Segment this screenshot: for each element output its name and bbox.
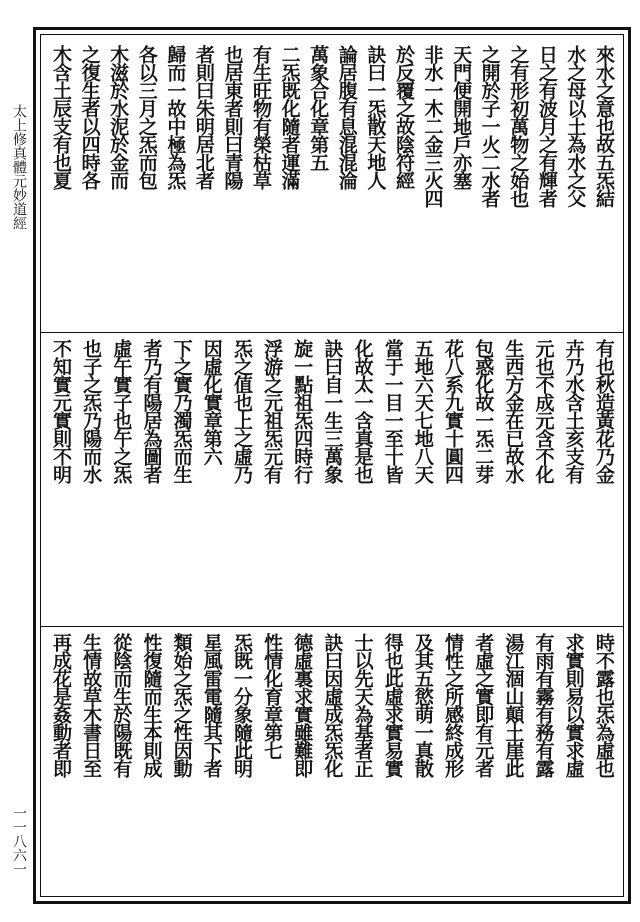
text-column: 湯江涸山顛土崖此 (502, 633, 525, 777)
register-divider (41, 626, 623, 627)
text-column: 炁之值也上之虛乃 (230, 339, 253, 483)
frame-inner-border (40, 34, 624, 897)
text-column: 花八系九實十圓四 (442, 339, 465, 483)
register-middle (41, 339, 623, 621)
text-column: 元也不成元含不化 (532, 339, 555, 483)
text-column: 浮游之元祖炁元有 (261, 339, 284, 483)
text-frame (33, 27, 631, 904)
text-column: 下之實乃濁炁而生 (170, 339, 193, 483)
text-column: 非水一木二金三火四 (421, 45, 444, 207)
text-column: 也居東者則曰青陽 (221, 45, 244, 189)
text-column: 訣曰一炁散天地人 (364, 45, 387, 189)
text-column: 來水之意也故五炁結 (592, 45, 615, 207)
text-column: 者乃有陽居為圖者 (140, 339, 163, 483)
text-column: 從陰而生於陽既有 (110, 633, 133, 777)
text-column: 之有形初萬物之始也 (507, 45, 530, 207)
text-column: 卉乃水含土亥支有 (562, 339, 585, 483)
book-title-margin: 太上修真體元妙道經 (11, 104, 27, 230)
text-column: 虛午實子也午之炁 (110, 339, 133, 483)
text-column: 五地六天七地八天 (411, 339, 434, 483)
text-column: 天門便開地戶亦塞 (450, 45, 473, 189)
register-divider (41, 332, 623, 333)
text-column: 因虛化實章第六 (200, 339, 223, 465)
text-column: 旋一點祖炁四時行 (291, 339, 314, 483)
text-column: 生情故草木書日至 (80, 633, 103, 777)
text-column: 情性之所感終成形 (442, 633, 465, 777)
register-bottom (41, 633, 623, 891)
text-column: 性復隨而生本則成 (140, 633, 163, 777)
text-column: 歸而一故中極為炁 (164, 45, 187, 189)
text-column: 及其五慾萌一真散 (411, 633, 434, 777)
text-column: 之復生者以四時各 (78, 45, 101, 189)
text-column: 有雨有霧有務有露 (532, 633, 555, 777)
text-column: 二炁既化隨者運滿 (278, 45, 301, 189)
text-column: 類始之炁之性因動 (170, 633, 193, 777)
text-column: 有生旺物有榮枯草 (250, 45, 273, 189)
text-column: 水之母以土為水之父 (564, 45, 587, 207)
text-column: 各以三月之炁而包 (135, 45, 158, 189)
text-column: 萬象合化章第五 (307, 45, 330, 171)
text-column: 得也此虛求實易實 (381, 633, 404, 777)
text-column: 當于一目一至十皆 (381, 339, 404, 483)
text-column: 德虛裏求實雖難即 (291, 633, 314, 777)
text-column: 炁既一分象隨此明 (230, 633, 253, 777)
text-column: 者則曰朱明居北者 (192, 45, 215, 189)
text-column: 化故太一含真是也 (351, 339, 374, 483)
text-column: 訣曰自一生三萬象 (321, 339, 344, 483)
text-column: 木含土辰支有也夏 (50, 45, 72, 189)
text-column: 也子之炁乃陽而水 (80, 339, 103, 483)
text-column: 士以先天為基者正 (351, 633, 374, 777)
text-column: 生西方金在已故水 (502, 339, 525, 483)
text-column: 木滋於水泥於金而 (107, 45, 130, 189)
page-number: 一一八六一 (11, 806, 27, 876)
text-column: 求實則易以實求虛 (562, 633, 585, 777)
text-column: 者虛之實即有元者 (472, 633, 495, 777)
text-column: 論居腹有息混混淪 (335, 45, 358, 189)
text-column: 有也秋造黃花乃金 (592, 339, 615, 483)
text-column: 日之有波月之有輝者 (535, 45, 558, 207)
text-column: 包惑化故一炁二芽 (472, 339, 495, 483)
text-column: 時不露也炁為虛也 (592, 633, 615, 777)
text-column: 星風雷電隨其下者 (200, 633, 223, 777)
text-column: 性情化育章第七 (261, 633, 284, 759)
register-top (41, 45, 623, 327)
text-column: 於反覆之故陰符經 (392, 45, 415, 189)
text-column: 之開於子一火二水者 (478, 45, 501, 207)
text-column: 不知實元實則不明 (50, 339, 72, 483)
text-column: 再成花是姦動者即 (50, 633, 72, 777)
text-column: 訣曰因虛成炁炁化 (321, 633, 344, 777)
